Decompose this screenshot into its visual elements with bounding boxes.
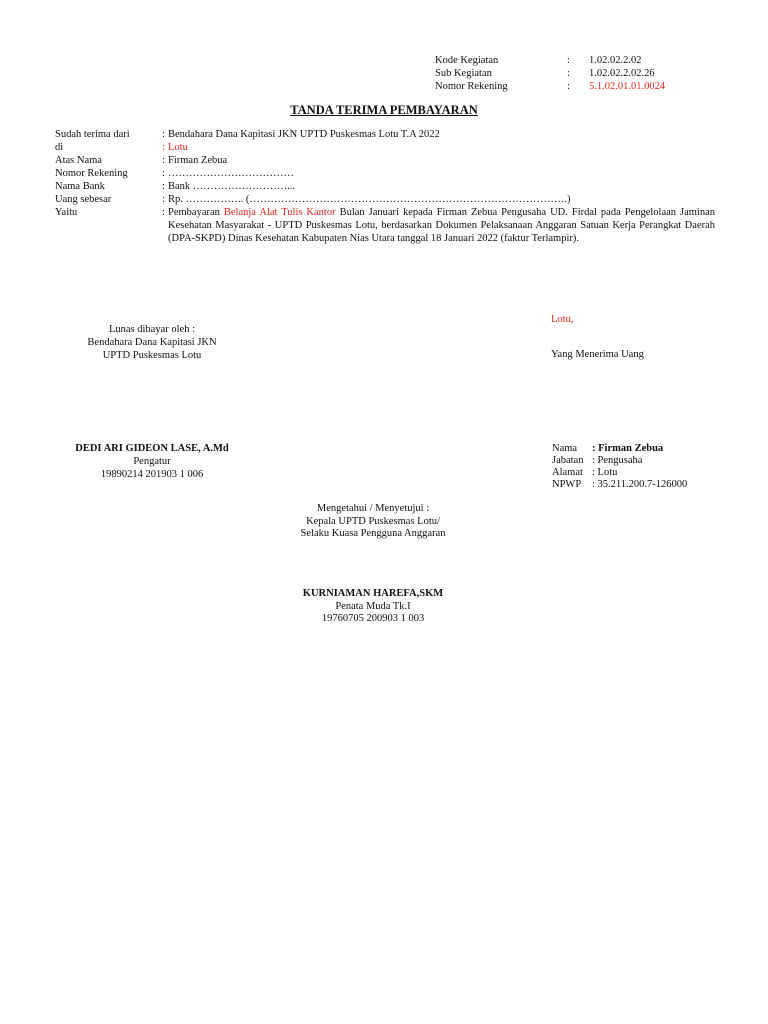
payer-line1: Lunas dibayar oleh : bbox=[108, 324, 195, 335]
receiver-label: Alamat bbox=[552, 467, 583, 478]
document-title: TANDA TERIMA PEMBAYARAN bbox=[290, 103, 478, 117]
code-colon: : bbox=[567, 55, 570, 66]
code-value-account: 5.1.02.01.01.0024 bbox=[589, 81, 666, 92]
payer-position: Pengatur bbox=[133, 456, 171, 467]
description-part2: Bulan Januari kepada Firman Zebua Pengusaha UD. Firdal pada Pengelolaan Jaminan Kesehatan Masyarakat - UPTD Puskesmas Lotu, berdasarkan Dokumen Pelaksanaan Anggaran Satuan Kerja Perangkat Daerah (DPA-SKPD) Dinas Kesehatan Kabupaten Nias Utara tanggal 18 Januari 2022 (faktur Terlampir). bbox=[168, 207, 716, 244]
approval-line1: Mengetahui / Menyetujui : bbox=[316, 503, 430, 514]
code-row-kode-kegiatan bbox=[435, 54, 665, 67]
code-colon: : bbox=[567, 81, 570, 92]
field-value: Rp. …………….. (……………………………………………………………………………….) bbox=[168, 194, 571, 205]
description-highlight: Belanja Alat Tulis Kantor bbox=[223, 207, 336, 218]
receiver-heading: Yang Menerima Uang bbox=[551, 349, 644, 360]
field-value: ……………………………… bbox=[168, 168, 294, 179]
field-label: Sudah terima dari bbox=[55, 129, 130, 140]
approval-line2: Kepala UPTD Puskesmas Lotu/ bbox=[306, 515, 440, 527]
field-yaitu bbox=[55, 206, 715, 245]
field-colon: : bbox=[162, 181, 165, 192]
receiver-label: Jabatan bbox=[552, 455, 584, 466]
field-colon: : bbox=[162, 168, 165, 179]
payer-nip: 19890214 201903 1 006 bbox=[100, 469, 204, 480]
field-sudah-terima bbox=[55, 128, 715, 141]
field-value-description bbox=[168, 206, 715, 245]
receiver-value: : Lotu bbox=[592, 467, 618, 478]
approver-name: KURNIAMAN HAREFA,SKM bbox=[302, 588, 444, 599]
code-value: 1.02.02.2.02.26 bbox=[589, 68, 655, 79]
field-di bbox=[55, 141, 715, 154]
code-colon: : bbox=[567, 68, 570, 79]
field-label: Atas Nama bbox=[55, 155, 102, 166]
approval-block bbox=[273, 503, 473, 541]
field-value: Firman Zebua bbox=[168, 155, 228, 166]
receiver-row-jabatan bbox=[552, 455, 687, 467]
field-colon: : bbox=[162, 207, 165, 218]
payer-line2: Bendahara Dana Kapitasi JKN bbox=[87, 337, 217, 348]
field-label: Nomor Rekening bbox=[55, 168, 128, 179]
code-row-sub-kegiatan bbox=[435, 67, 665, 80]
receiver-label: Nama bbox=[552, 443, 578, 454]
activity-codes bbox=[435, 54, 665, 93]
receiver-value: : Pengusaha bbox=[592, 455, 643, 466]
approval-line3: Selaku Kuasa Pengguna Anggaran bbox=[300, 528, 446, 539]
payer-block bbox=[54, 323, 250, 362]
receiver-details bbox=[552, 443, 687, 491]
code-label: Sub Kegiatan bbox=[435, 68, 492, 79]
approval-signature bbox=[273, 588, 473, 626]
field-nama-bank bbox=[55, 180, 715, 193]
field-colon: : bbox=[162, 142, 165, 153]
field-value: Bank ………………………... bbox=[168, 181, 296, 192]
field-uang-sebesar bbox=[55, 193, 715, 206]
code-label: Kode Kegiatan bbox=[435, 55, 499, 66]
receiver-value: : Firman Zebua bbox=[592, 443, 664, 454]
receipt-fields bbox=[55, 128, 715, 245]
code-label: Nomor Rekening bbox=[435, 81, 508, 92]
field-label: Uang sebesar bbox=[55, 194, 112, 205]
field-label: Yaitu bbox=[55, 207, 78, 218]
field-atas-nama bbox=[55, 154, 715, 167]
payer-line3: UPTD Puskesmas Lotu bbox=[102, 350, 202, 361]
description-part1: Pembayaran bbox=[168, 207, 224, 218]
receiver-label: NPWP bbox=[552, 479, 582, 490]
code-value: 1.02.02.2.02 bbox=[589, 55, 642, 66]
approver-position: Penata Muda Tk.I bbox=[335, 600, 411, 612]
field-colon: : bbox=[162, 194, 165, 205]
field-value: Bendahara Dana Kapitasi JKN UPTD Puskesmas Lotu T.A 2022 bbox=[168, 129, 440, 140]
payer-name: DEDI ARI GIDEON LASE, A.Md bbox=[75, 443, 229, 454]
field-colon: : bbox=[162, 129, 165, 140]
receiver-row-nama bbox=[552, 443, 687, 455]
field-value-location: Lotu bbox=[168, 142, 188, 153]
field-nomor-rekening bbox=[55, 167, 715, 180]
receiver-row-alamat bbox=[552, 467, 687, 479]
payer-signature bbox=[54, 442, 250, 481]
receiver-row-npwp bbox=[552, 479, 687, 491]
receiver-value: : 35.211.200.7-126000 bbox=[592, 479, 688, 490]
field-colon: : bbox=[162, 155, 165, 166]
approver-nip: 19760705 200903 1 003 bbox=[321, 613, 425, 624]
field-label: Nama Bank bbox=[55, 181, 105, 192]
code-row-nomor-rekening bbox=[435, 80, 665, 93]
place-date: Lotu, bbox=[551, 314, 574, 325]
field-label: di bbox=[55, 142, 64, 153]
